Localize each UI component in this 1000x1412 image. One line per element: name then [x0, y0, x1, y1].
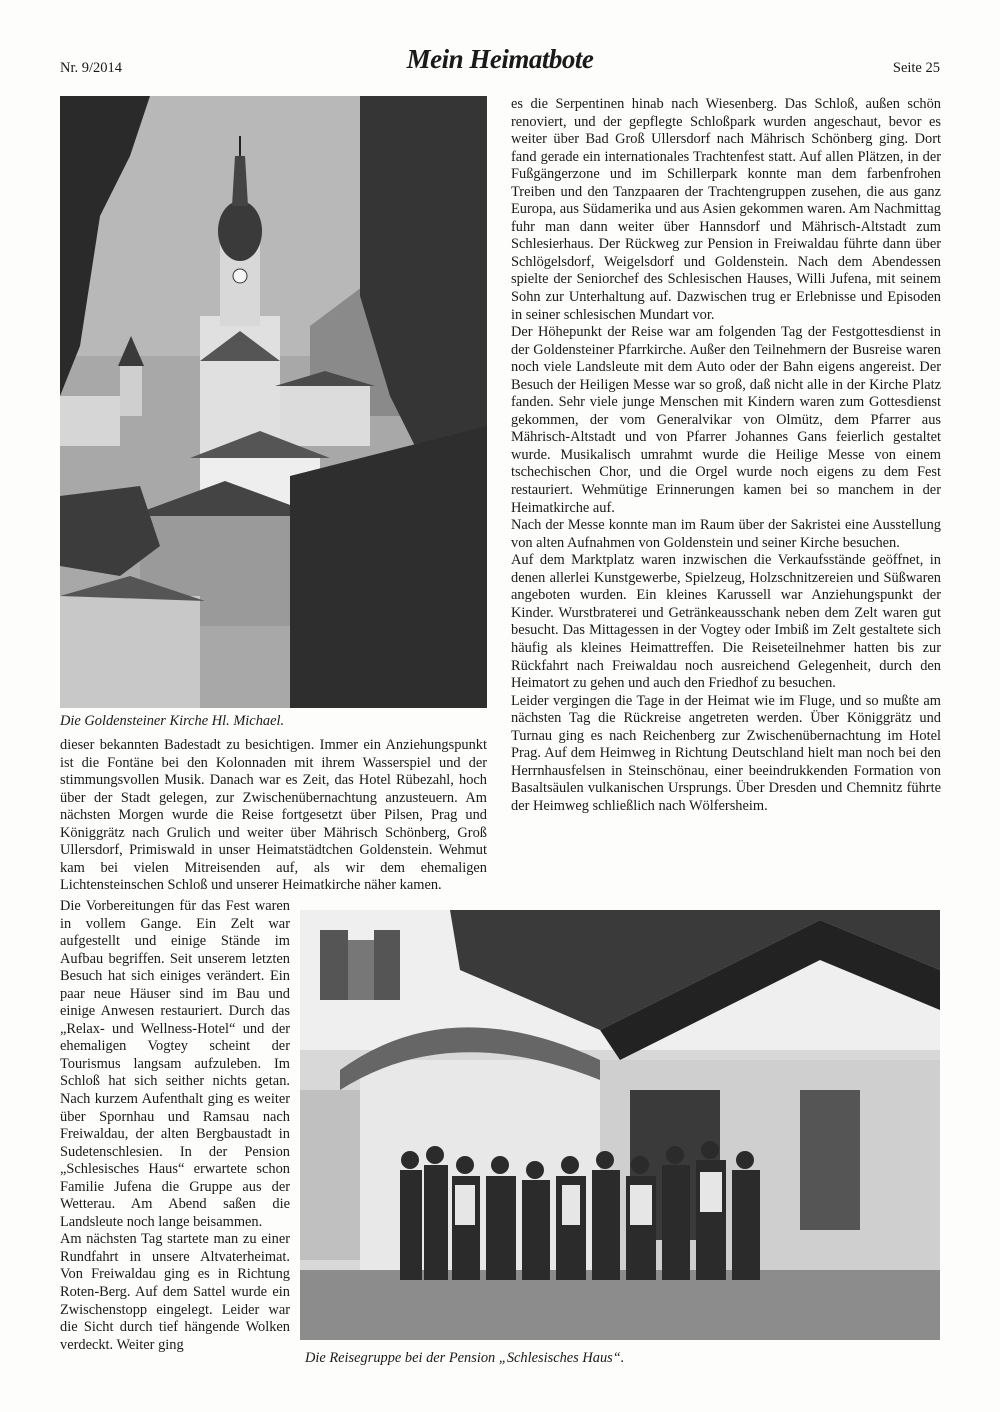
paragraph: Die Vorbereitungen für das Fest waren in vollem Gange. Ein Zelt war aufgestellt und einige Stände im Aufbau begriffen. Seit unserem letzten Besuch hat sich einiges verändert. Ein paar neue Häuser sind im Bau und einige Anwesen restauriert. Durch das „Relax- und Wellness-Hotel“ und der ehemaligen Vogtey scheint der Tourismus langsam aufzuleben. Im Schloß hat sich seither nichts getan. Nach kurzem Aufenthalt ging es weiter über Spornhau und Ramsau nach Freiwaldau, der alten Bergbaustadt in Sudetenschlesien. In der Pension „Schlesisches Haus“ erwartete schon Familie Jufena die Gruppe aus der Wetterau. Am Abend saßen die Landsleute noch lange beisammen.: [60, 898, 290, 1230]
page-header: [60, 44, 940, 84]
group-photo: [300, 910, 940, 1340]
right-column-text: [511, 96, 941, 815]
paragraph: Nach der Messe konnte man im Raum über der Sakristei eine Ausstellung von alten Aufnahmen von Goldenstein und seiner Kirche besuchen.: [511, 517, 941, 551]
church-photo-illustration: [60, 96, 487, 708]
group-photo-caption: Die Reisegruppe bei der Pension „Schlesisches Haus“.: [305, 1350, 625, 1366]
paragraph: dieser bekannten Badestadt zu besichtigen. Immer ein Anziehungspunkt ist die Fontäne bei den Kolonnaden mit ihrem Wasserspiel und der stimmungsvollen Musik. Danach war es Zeit, das Hotel Rübezahl, hoch über der Stadt gelegen, zur Zwischenübernachtung anzusteuern. Am nächsten Morgen wurde die Reise fortgesetzt über Pilsen, Prag und Königgrätz nach Grulich und weiter über Mährisch Schönberg, Groß Ullersdorf, Primiswald in unser Heimatstädtchen Goldenstein. Wehmut kam bei vielen Mitreisenden auf, als wir dem ehemaligen Lichtensteinschen Schloß und unserer Heimatkirche näher kamen.: [60, 737, 487, 894]
paragraph: Leider vergingen die Tage in der Heimat wie im Fluge, und so mußte am nächsten Tag die Rückreise angetreten werden. Über Königgrätz und Turnau ging es nach Reichenberg zur Zwischenübernachtung im Hotel Prag. Auf dem Heimweg in Richtung Deutschland hielt man noch bei den Herrnhausfelsen in Steinschönau, einer beeindrukkenden Formation von Basaltsäulen vulkanischen Ursprungs. Über Dresden und Chemnitz führte der Heimweg schließlich nach Wölfersheim.: [511, 692, 941, 814]
group-photo-illustration: [300, 910, 940, 1340]
paragraph: Der Höhepunkt der Reise war am folgenden Tag der Festgottesdienst in der Goldensteiner Pfarrkirche. Außer den Teilnehmern der Busreise waren noch viele Landsleute mit dem Auto oder der Bahn eigens angereist. Der Besuch der Heiligen Messe war so groß, daß nicht alle in der Kirche Platz fanden. Sehr viele junge Menschen mit Kindern waren zum Gottesdienst gekommen, der vom Generalvikar von Olmütz, dem Pfarrer aus Mährisch-Altstadt und von Pfarrer Johannes Gans feierlich gestaltet wurde. Musikalisch umrahmt wurde die Heilige Messe von einem tschechischen Chor, und die Orgel wurde noch eigens zu dem Fest restauriert. Wehmütige Erinnerungen kamen bei so manchem in der Heimatkirche auf.: [511, 324, 941, 516]
church-photo: [60, 96, 487, 708]
page-number: Seite 25: [892, 60, 940, 76]
church-photo-caption: Die Goldensteiner Kirche Hl. Michael.: [60, 713, 285, 729]
paragraph: es die Serpentinen hinab nach Wiesenberg. Das Schloß, außen schön renoviert, und der gepflegte Schloßpark wurden angeschaut, bevor es weiter über Bad Groß Ullersdorf nach Mährisch Schönberg ging. Dort fand gerade ein internationales Trachtenfest statt. Auf allen Plätzen, in der Fußgängerzone und im Schillerpark konnte man dem farbenfrohen Treiben und den Tanzpaaren der Trachtengruppen zusehen, die aus ganz Europa, aus Südamerika und aus Asien gekommen waren. Am Nachmittag fuhr man dann weiter über Hannsdorf und Mährisch-Altstadt zum Schlesierhaus. Der Rückweg zur Pension in Freiwaldau führte dann über Schlögelsdorf, Weigelsdorf und Goldenstein. Nach dem Abendessen spielte der Seniorchef des Schlesischen Hauses, Willi Jufena, mit seinem Sohn zur Unterhaltung auf. Dazwischen trug er Erlebnisse und Episoden in seiner schlesischen Mundart vor.: [511, 96, 941, 323]
issue-number: Nr. 9/2014: [60, 60, 123, 76]
masthead-logo: Mein Heimatbote: [406, 44, 594, 74]
narrow-column-text: [60, 898, 290, 1354]
paragraph: Am nächsten Tag startete man zu einer Rundfahrt in unsere Altvaterheimat. Von Freiwaldau ging es in Richtung Roten-Berg. Auf dem Sattel wurde ein Zwischenstopp eingelegt. Leider war die Sicht durch tief hängende Wolken verdeckt. Weiter ging: [60, 1231, 290, 1353]
paragraph: Auf dem Marktplatz waren inzwischen die Verkaufsstände geöffnet, in denen allerlei Kunstgewerbe, Spielzeug, Holzschnitzereien und Süßwaren angeboten wurden. Ein kleines Karussell war Anziehungspunkt der Kinder. Wurstbraterei und Getränkeausschank neben dem Zelt waren gut besucht. Das Mittagessen in der Vogtey oder Imbiß im Zelt gestaltete sich häufig als kleines Heimattreffen. Die Reiseteilnehmer hatten bis zur Rückfahrt nach Freiwaldau noch ausreichend Gelegenheit, durch den Heimatort zu gehen und auch den Friedhof zu besuchen.: [511, 552, 941, 692]
left-column-text: [60, 737, 487, 895]
